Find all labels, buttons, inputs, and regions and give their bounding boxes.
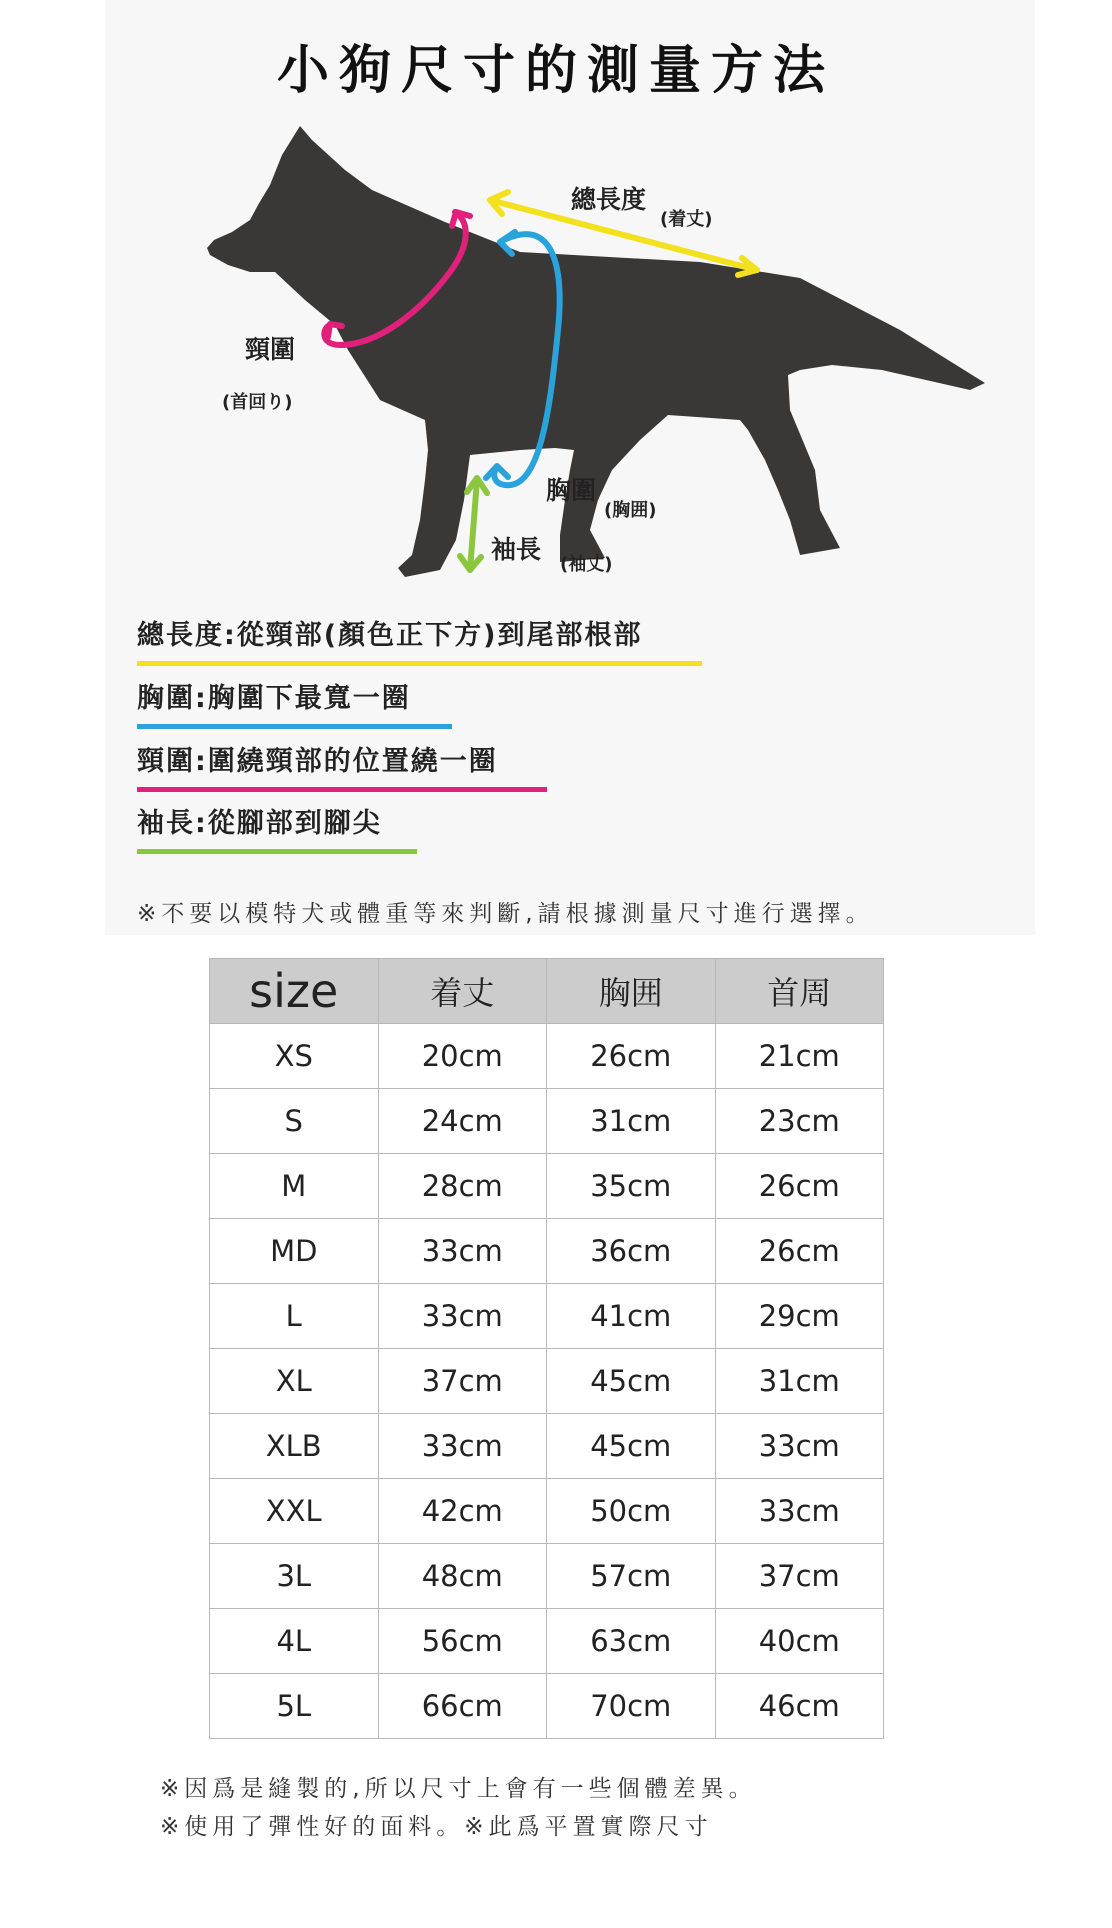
neck-cell: 23cm [715, 1089, 884, 1154]
legend-leg-text: 袖長:從腳部到腳尖 [137, 808, 382, 839]
size-cell: S [210, 1089, 379, 1154]
sewing-note: ※因爲是縫製的,所以尺寸上會有一些個體差異。 [160, 1776, 757, 1802]
size-cell: MD [210, 1219, 379, 1284]
chest-cell: 63cm [547, 1609, 716, 1674]
length-cell: 56cm [378, 1609, 547, 1674]
table-row [210, 1544, 884, 1609]
table-row [210, 1089, 884, 1154]
leg-arrow [470, 480, 477, 570]
neck-cell: 46cm [715, 1674, 884, 1739]
neck-cell: 40cm [715, 1609, 884, 1674]
legend-neck-underline [137, 787, 547, 792]
legend-neck-text: 頸圍:圍繞頸部的位置繞一圈 [137, 746, 498, 777]
neck-cell: 29cm [715, 1284, 884, 1349]
size-table-body [210, 1024, 884, 1739]
neck-label: 頸圍 [245, 335, 296, 364]
fabric-note: ※使用了彈性好的面料。※此爲平置實際尺寸 [160, 1814, 713, 1840]
header-length: 着丈 [378, 959, 547, 1024]
size-table [209, 958, 884, 1739]
table-row [210, 1414, 884, 1479]
neck-cell: 26cm [715, 1219, 884, 1284]
legend-chest [137, 676, 452, 729]
chest-jp-label: (胸囲) [604, 500, 657, 521]
header-size: size [210, 959, 379, 1024]
neck-jp-label: (首回り) [222, 392, 293, 413]
header-chest: 胸囲 [547, 959, 716, 1024]
legend-length [137, 613, 702, 666]
size-cell: XXL [210, 1479, 379, 1544]
table-row [210, 1154, 884, 1219]
chest-cell: 70cm [547, 1674, 716, 1739]
size-cell: 4L [210, 1609, 379, 1674]
length-jp-label: (着丈) [660, 209, 713, 230]
chest-cell: 31cm [547, 1089, 716, 1154]
legend-length-text: 總長度:從頸部(顏色正下方)到尾部根部 [137, 620, 643, 651]
table-row [210, 1609, 884, 1674]
table-row [210, 1219, 884, 1284]
length-cell: 20cm [378, 1024, 547, 1089]
page-title: 小狗尺寸的測量方法 [276, 41, 835, 101]
length-cell: 48cm [378, 1544, 547, 1609]
selection-note: ※不要以模特犬或體重等來判斷,請根據測量尺寸進行選擇。 [137, 901, 874, 927]
length-cell: 24cm [378, 1089, 547, 1154]
chest-label: 胸圍 [546, 476, 597, 505]
neck-cell: 21cm [715, 1024, 884, 1089]
length-cell: 42cm [378, 1479, 547, 1544]
size-cell: 5L [210, 1674, 379, 1739]
neck-cell: 33cm [715, 1414, 884, 1479]
chest-cell: 45cm [547, 1349, 716, 1414]
legend-leg-underline [137, 849, 417, 854]
size-cell: M [210, 1154, 379, 1219]
size-cell: XLB [210, 1414, 379, 1479]
chest-cell: 57cm [547, 1544, 716, 1609]
dog-diagram [0, 0, 1112, 600]
table-row [210, 1349, 884, 1414]
chest-cell: 36cm [547, 1219, 716, 1284]
length-cell: 33cm [378, 1414, 547, 1479]
table-row [210, 1479, 884, 1544]
chest-cell: 45cm [547, 1414, 716, 1479]
leg-label: 袖長 [491, 535, 542, 564]
header-neck: 首周 [715, 959, 884, 1024]
length-cell: 33cm [378, 1219, 547, 1284]
chest-cell: 26cm [547, 1024, 716, 1089]
legend-leg [137, 801, 417, 854]
legend-chest-underline [137, 724, 452, 729]
leg-jp-label: (袖丈) [560, 554, 613, 575]
legend-neck [137, 739, 547, 792]
legend-length-underline [137, 661, 702, 666]
table-row [210, 1284, 884, 1349]
chest-cell: 50cm [547, 1479, 716, 1544]
length-label: 總長度 [571, 185, 647, 214]
length-cell: 28cm [378, 1154, 547, 1219]
size-cell: XS [210, 1024, 379, 1089]
size-cell: XL [210, 1349, 379, 1414]
chest-cell: 35cm [547, 1154, 716, 1219]
length-cell: 37cm [378, 1349, 547, 1414]
size-cell: L [210, 1284, 379, 1349]
neck-cell: 37cm [715, 1544, 884, 1609]
table-row [210, 1674, 884, 1739]
neck-cell: 33cm [715, 1479, 884, 1544]
length-cell: 33cm [378, 1284, 547, 1349]
legend-chest-text: 胸圍:胸圍下最寬一圈 [137, 683, 411, 714]
size-cell: 3L [210, 1544, 379, 1609]
table-header-row [210, 959, 884, 1024]
neck-cell: 31cm [715, 1349, 884, 1414]
neck-cell: 26cm [715, 1154, 884, 1219]
length-cell: 66cm [378, 1674, 547, 1739]
table-row [210, 1024, 884, 1089]
chest-cell: 41cm [547, 1284, 716, 1349]
